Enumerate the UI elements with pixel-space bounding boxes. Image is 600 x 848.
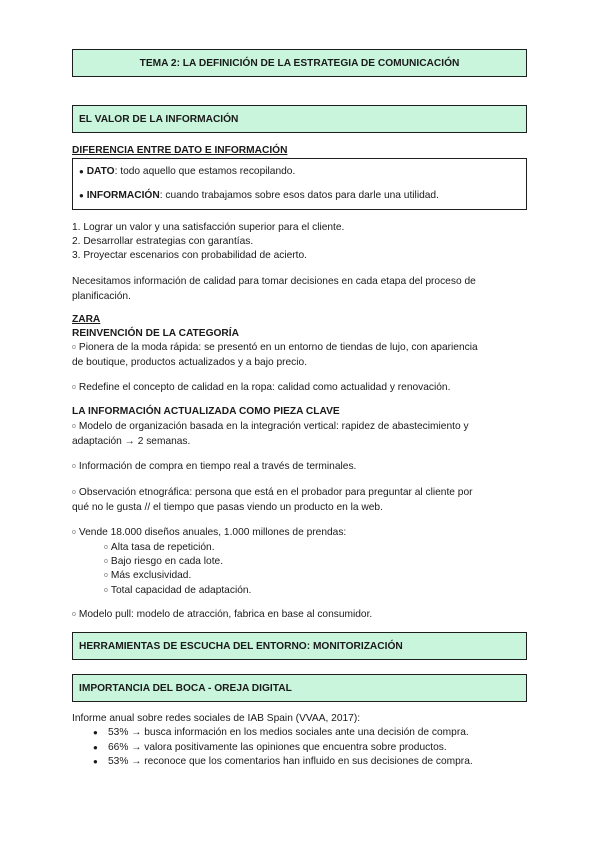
definitions-box xyxy=(72,158,527,210)
stat-item-text: 53% → reconoce que los comentarios han influido en sus decisiones de compra. xyxy=(108,756,473,767)
zara-subitem-text: Bajo riesgo en cada lote. xyxy=(110,556,224,567)
bullet-dot: ● xyxy=(79,191,84,200)
paragraph-line: planificación. xyxy=(72,291,131,302)
zara-item-text: Modelo pull: modelo de atracción, fabrica en base al consumidor. xyxy=(78,609,373,620)
zara-subitem xyxy=(104,555,223,568)
section-heading-valor-text: EL VALOR DE LA INFORMACIÓN xyxy=(79,113,239,125)
zara-subitem xyxy=(104,569,191,582)
section-heading-herramientas-text: HERRAMIENTAS DE ESCUCHA DEL ENTORNO: MONITORIZACIÓN xyxy=(79,640,403,652)
zara-item-continuation: qué no le gusta // el tiempo que pasas viendo un producto en la web. xyxy=(72,502,383,513)
bullet-icon: o xyxy=(72,344,76,351)
definition-text: : todo aquello que estamos recopilando. xyxy=(114,166,296,177)
definition-dato xyxy=(79,166,295,177)
zara-item-text: Modelo de organización basada en la integración vertical: rapidez de abastecimiento y xyxy=(78,421,469,432)
section-heading-boca-oreja-text: IMPORTANCIA DEL BOCA - OREJA DIGITAL xyxy=(79,682,292,694)
bullet-icon: o xyxy=(72,529,76,536)
zara-subitem-text: Más exclusividad. xyxy=(110,570,192,581)
stat-item xyxy=(93,755,473,768)
numbered-item: 1. Lograr un valor y una satisfacción superior para el cliente. xyxy=(72,222,345,233)
bullet-icon: o xyxy=(72,489,76,496)
definition-informacion xyxy=(79,190,439,201)
bullet-dot: ● xyxy=(93,743,98,752)
bullet-dot: ● xyxy=(79,167,84,176)
bullet-dot: ● xyxy=(93,728,98,737)
zara-item-text: Pionera de la moda rápida: se presentó en un entorno de tiendas de lujo, con apariencia xyxy=(78,342,478,353)
zara-label: ZARA xyxy=(72,314,101,325)
zara-item xyxy=(72,341,478,354)
bullet-icon: o xyxy=(72,463,76,470)
zara-item-text: Redefine el concepto de calidad en la ropa: calidad como actualidad y renovación. xyxy=(78,382,451,393)
zara-subitem-text: Total capacidad de adaptación. xyxy=(110,585,252,596)
document-title-text: TEMA 2: LA DEFINICIÓN DE LA ESTRATEGIA DE COMUNICACIÓN xyxy=(139,57,460,69)
stat-item-text: 53% → busca información en los medios sociales ante una decisión de compra. xyxy=(108,727,469,738)
bullet-icon: o xyxy=(104,544,108,551)
zara-item xyxy=(72,526,346,539)
bullet-icon: o xyxy=(72,423,76,430)
zara-item xyxy=(72,486,473,499)
zara-heading-reinvencion: REINVENCIÓN DE LA CATEGORÍA xyxy=(72,328,239,339)
zara-item xyxy=(72,608,372,621)
zara-subitem xyxy=(104,541,215,554)
zara-item-text: Vende 18.000 diseños anuales, 1.000 millones de prendas: xyxy=(78,527,347,538)
zara-item-continuation: adaptación → 2 semanas. xyxy=(72,436,191,447)
bullet-icon: o xyxy=(104,572,108,579)
bullet-icon: o xyxy=(72,384,76,391)
section-heading-valor xyxy=(72,105,527,133)
definition-term: INFORMACIÓN xyxy=(86,190,160,201)
numbered-item: 3. Proyectar escenarios con probabilidad de acierto. xyxy=(72,250,308,261)
bullet-icon: o xyxy=(72,611,76,618)
stat-item xyxy=(93,741,447,754)
zara-item-text: Observación etnográfica: persona que está en el probador para preguntar al cliente por xyxy=(78,487,473,498)
zara-item-continuation: de boutique, productos actualizados y a bajo precio. xyxy=(72,357,308,368)
subheading-dato-informacion: DIFERENCIA ENTRE DATO E INFORMACIÓN xyxy=(72,145,288,156)
paragraph-line: Necesitamos información de calidad para tomar decisiones en cada etapa del proceso de xyxy=(72,276,476,287)
document-title xyxy=(72,49,527,77)
zara-subitem xyxy=(104,584,251,597)
stat-item xyxy=(93,726,469,739)
zara-item xyxy=(72,381,450,394)
definition-text: : cuando trabajamos sobre esos datos para darle una utilidad. xyxy=(159,190,439,201)
report-intro: Informe anual sobre redes sociales de IAB Spain (VVAA, 2017): xyxy=(72,713,361,724)
bullet-icon: o xyxy=(104,558,108,565)
zara-subitem-text: Alta tasa de repetición. xyxy=(110,542,215,553)
definition-term: DATO xyxy=(86,166,115,177)
zara-heading-informacion: LA INFORMACIÓN ACTUALIZADA COMO PIEZA CLAVE xyxy=(72,406,340,417)
bullet-icon: o xyxy=(104,587,108,594)
stat-item-text: 66% → valora positivamente las opiniones que encuentra sobre productos. xyxy=(108,742,447,753)
zara-item-text: Información de compra en tiempo real a través de terminales. xyxy=(78,461,357,472)
numbered-item: 2. Desarrollar estrategias con garantías. xyxy=(72,236,254,247)
bullet-dot: ● xyxy=(93,757,98,766)
zara-item xyxy=(72,420,469,433)
section-heading-boca-oreja xyxy=(72,674,527,702)
zara-item xyxy=(72,460,356,473)
section-heading-herramientas xyxy=(72,632,527,660)
